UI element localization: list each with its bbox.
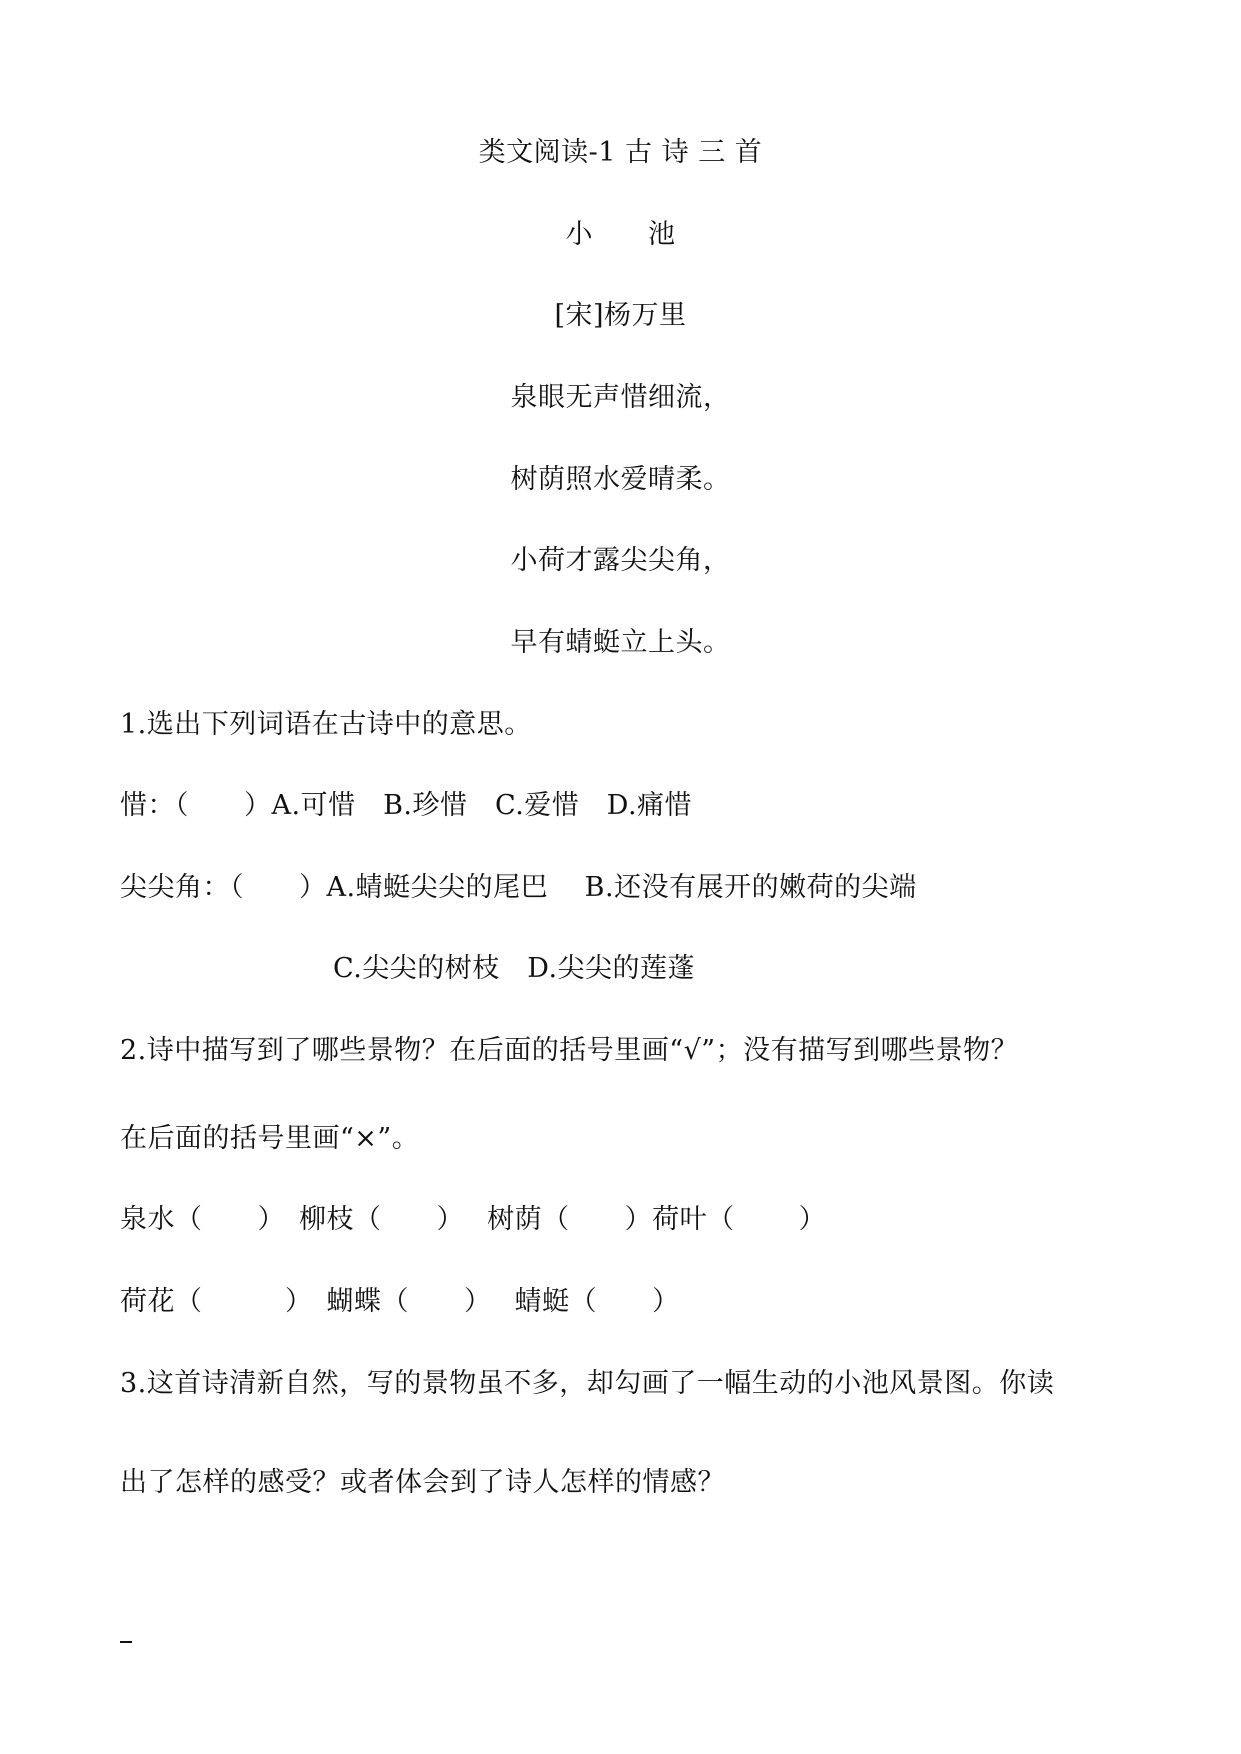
poem-author: [宋]杨万里 [554,300,687,331]
question-3-prompt-line-1: 3.这首诗清新自然，写的景物虽不多，却勾画了一幅生动的小池风景图。你读 [120,1368,1055,1399]
question-1-item-jianjianjiao: 尖尖角：（ ）A.蜻蜓尖尖的尾巴 B.还没有展开的嫩荷的尖端 [120,872,917,903]
answer-line-start [120,1641,132,1643]
question-2-prompt-line-2: 在后面的括号里画“×”。 [120,1123,420,1154]
poem-line-4: 早有蜻蜓立上头。 [510,627,731,658]
question-2-options-row-2: 荷花（ ） 蝴蝶（ ） 蜻蜓（ ） [120,1286,680,1317]
poem-line-2: 树荫照水爱晴柔。 [510,464,731,495]
question-2-options-row-1: 泉水（ ） 柳枝（ ） 树荫（ ）荷叶（ ） [120,1204,827,1235]
page-title: 类文阅读-1 古 诗 三 首 [478,137,763,168]
poem-line-1: 泉眼无声惜细流， [510,382,731,413]
question-1-prompt: 1.选出下列词语在古诗中的意思。 [120,709,532,740]
poem-line-3: 小荷才露尖尖角， [510,545,731,576]
question-2-prompt-line-1: 2.诗中描写到了哪些景物？在后面的括号里画“√”；没有描写到哪些景物？ [120,1035,1019,1066]
question-3-prompt-line-2: 出了怎样的感受？或者体会到了诗人怎样的情感？ [120,1467,725,1498]
question-1-item-jianjianjiao-continued: C.尖尖的树枝 D.尖尖的莲蓬 [333,953,696,984]
question-1-item-xi: 惜：（ ）A.可惜 B.珍惜 C.爱惜 D.痛惜 [120,790,693,821]
poem-title: 小 池 [565,219,676,250]
